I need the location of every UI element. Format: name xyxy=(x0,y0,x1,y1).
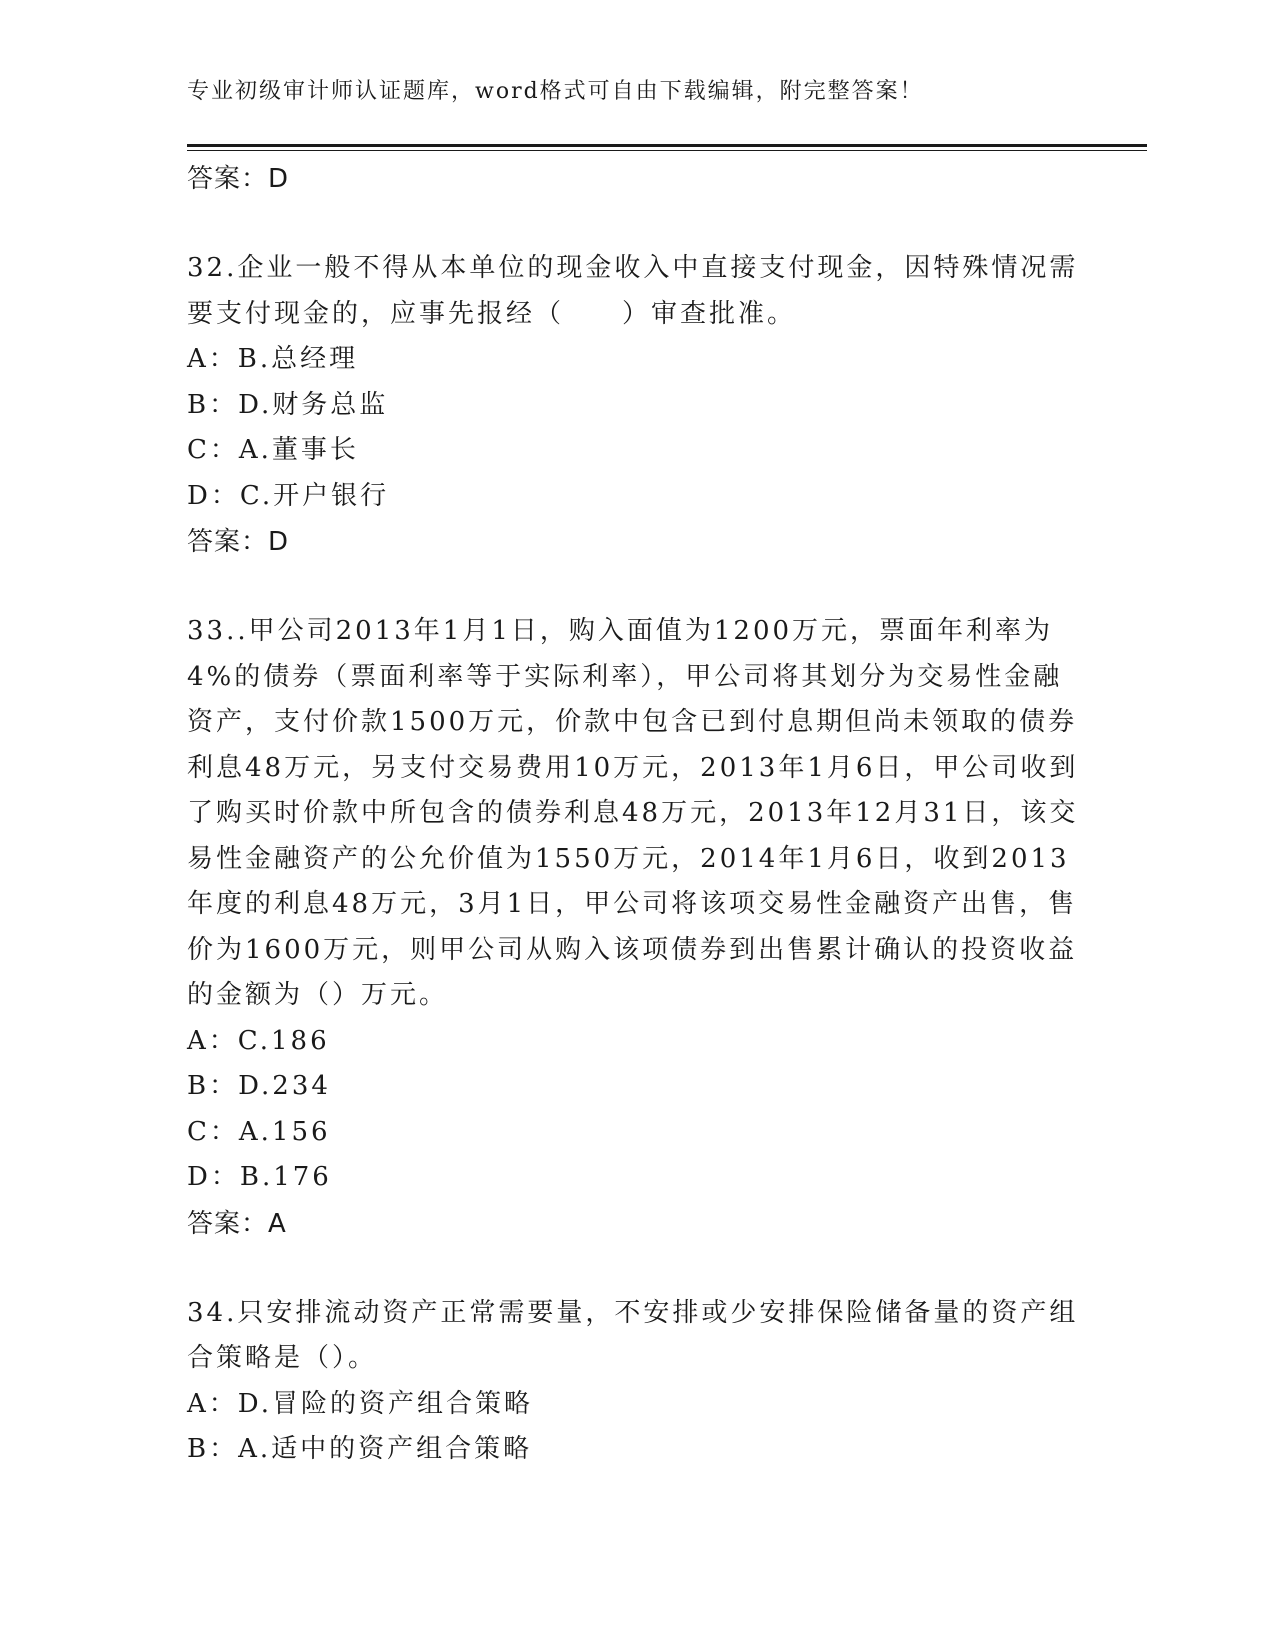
question-text: 34.只安排流动资产正常需要量，不安排或少安排保险储备量的资产组合策略是（）。 xyxy=(187,1297,1079,1373)
question-34 xyxy=(187,1291,1087,1473)
option-b: B：D.财务总监 xyxy=(187,389,389,420)
option-b: B：A.适中的资产组合策略 xyxy=(187,1434,533,1464)
option-d: D：B.176 xyxy=(187,1162,332,1192)
answer-prev: 答案：D xyxy=(187,164,290,194)
spacer xyxy=(187,1247,1087,1291)
option-a: A：B.总经理 xyxy=(187,344,359,374)
option-a: A：D.冒险的资产组合策略 xyxy=(187,1388,533,1419)
spacer xyxy=(187,202,1087,246)
option-d: D：C.开户银行 xyxy=(187,480,390,511)
question-32 xyxy=(187,246,1087,565)
answer: 答案：D xyxy=(187,527,290,557)
page-header: 专业初级审计师认证题库，word格式可自由下载编辑，附完整答案！ xyxy=(187,79,924,104)
question-list xyxy=(187,156,1087,1473)
question-text: 32.企业一般不得从本单位的现金收入中直接支付现金，因特殊情况需要支付现金的，应事先报经（ ）审查批准。 xyxy=(187,253,1079,329)
question-33 xyxy=(187,609,1087,1247)
header-rule-thin xyxy=(187,150,1147,151)
option-a: A：C.186 xyxy=(187,1025,330,1056)
option-b: B：D.234 xyxy=(187,1071,331,1101)
option-c: C：A.董事长 xyxy=(187,435,359,465)
header-rule-thick xyxy=(187,144,1147,147)
answer: 答案：A xyxy=(187,1208,287,1239)
spacer xyxy=(187,565,1087,609)
option-c: C：A.156 xyxy=(187,1116,331,1147)
question-text: 33..甲公司2013年1月1日，购入面值为1200万元，票面年利率为4%的债券（票面利率等于实际利率），甲公司将其划分为交易性金融资产，支付价款1500万元，价款中包含已到付息期但尚未领取的债券利息48万元，另支付交易费用10万元，2013年1月6日，甲公司收到了购买时价款中所包含的债券利息48万元，2013年12月31日，该交易性金融资产的公允价值为1550万元，2014年1月6日，收到2013年度的利息48万元，3月1日，甲公司将该项交易性金融资产出售，售价为1600万元，则甲公司从购入该项债券到出售累计确认的投资收益的金额为（）万元。 xyxy=(187,616,1079,1010)
